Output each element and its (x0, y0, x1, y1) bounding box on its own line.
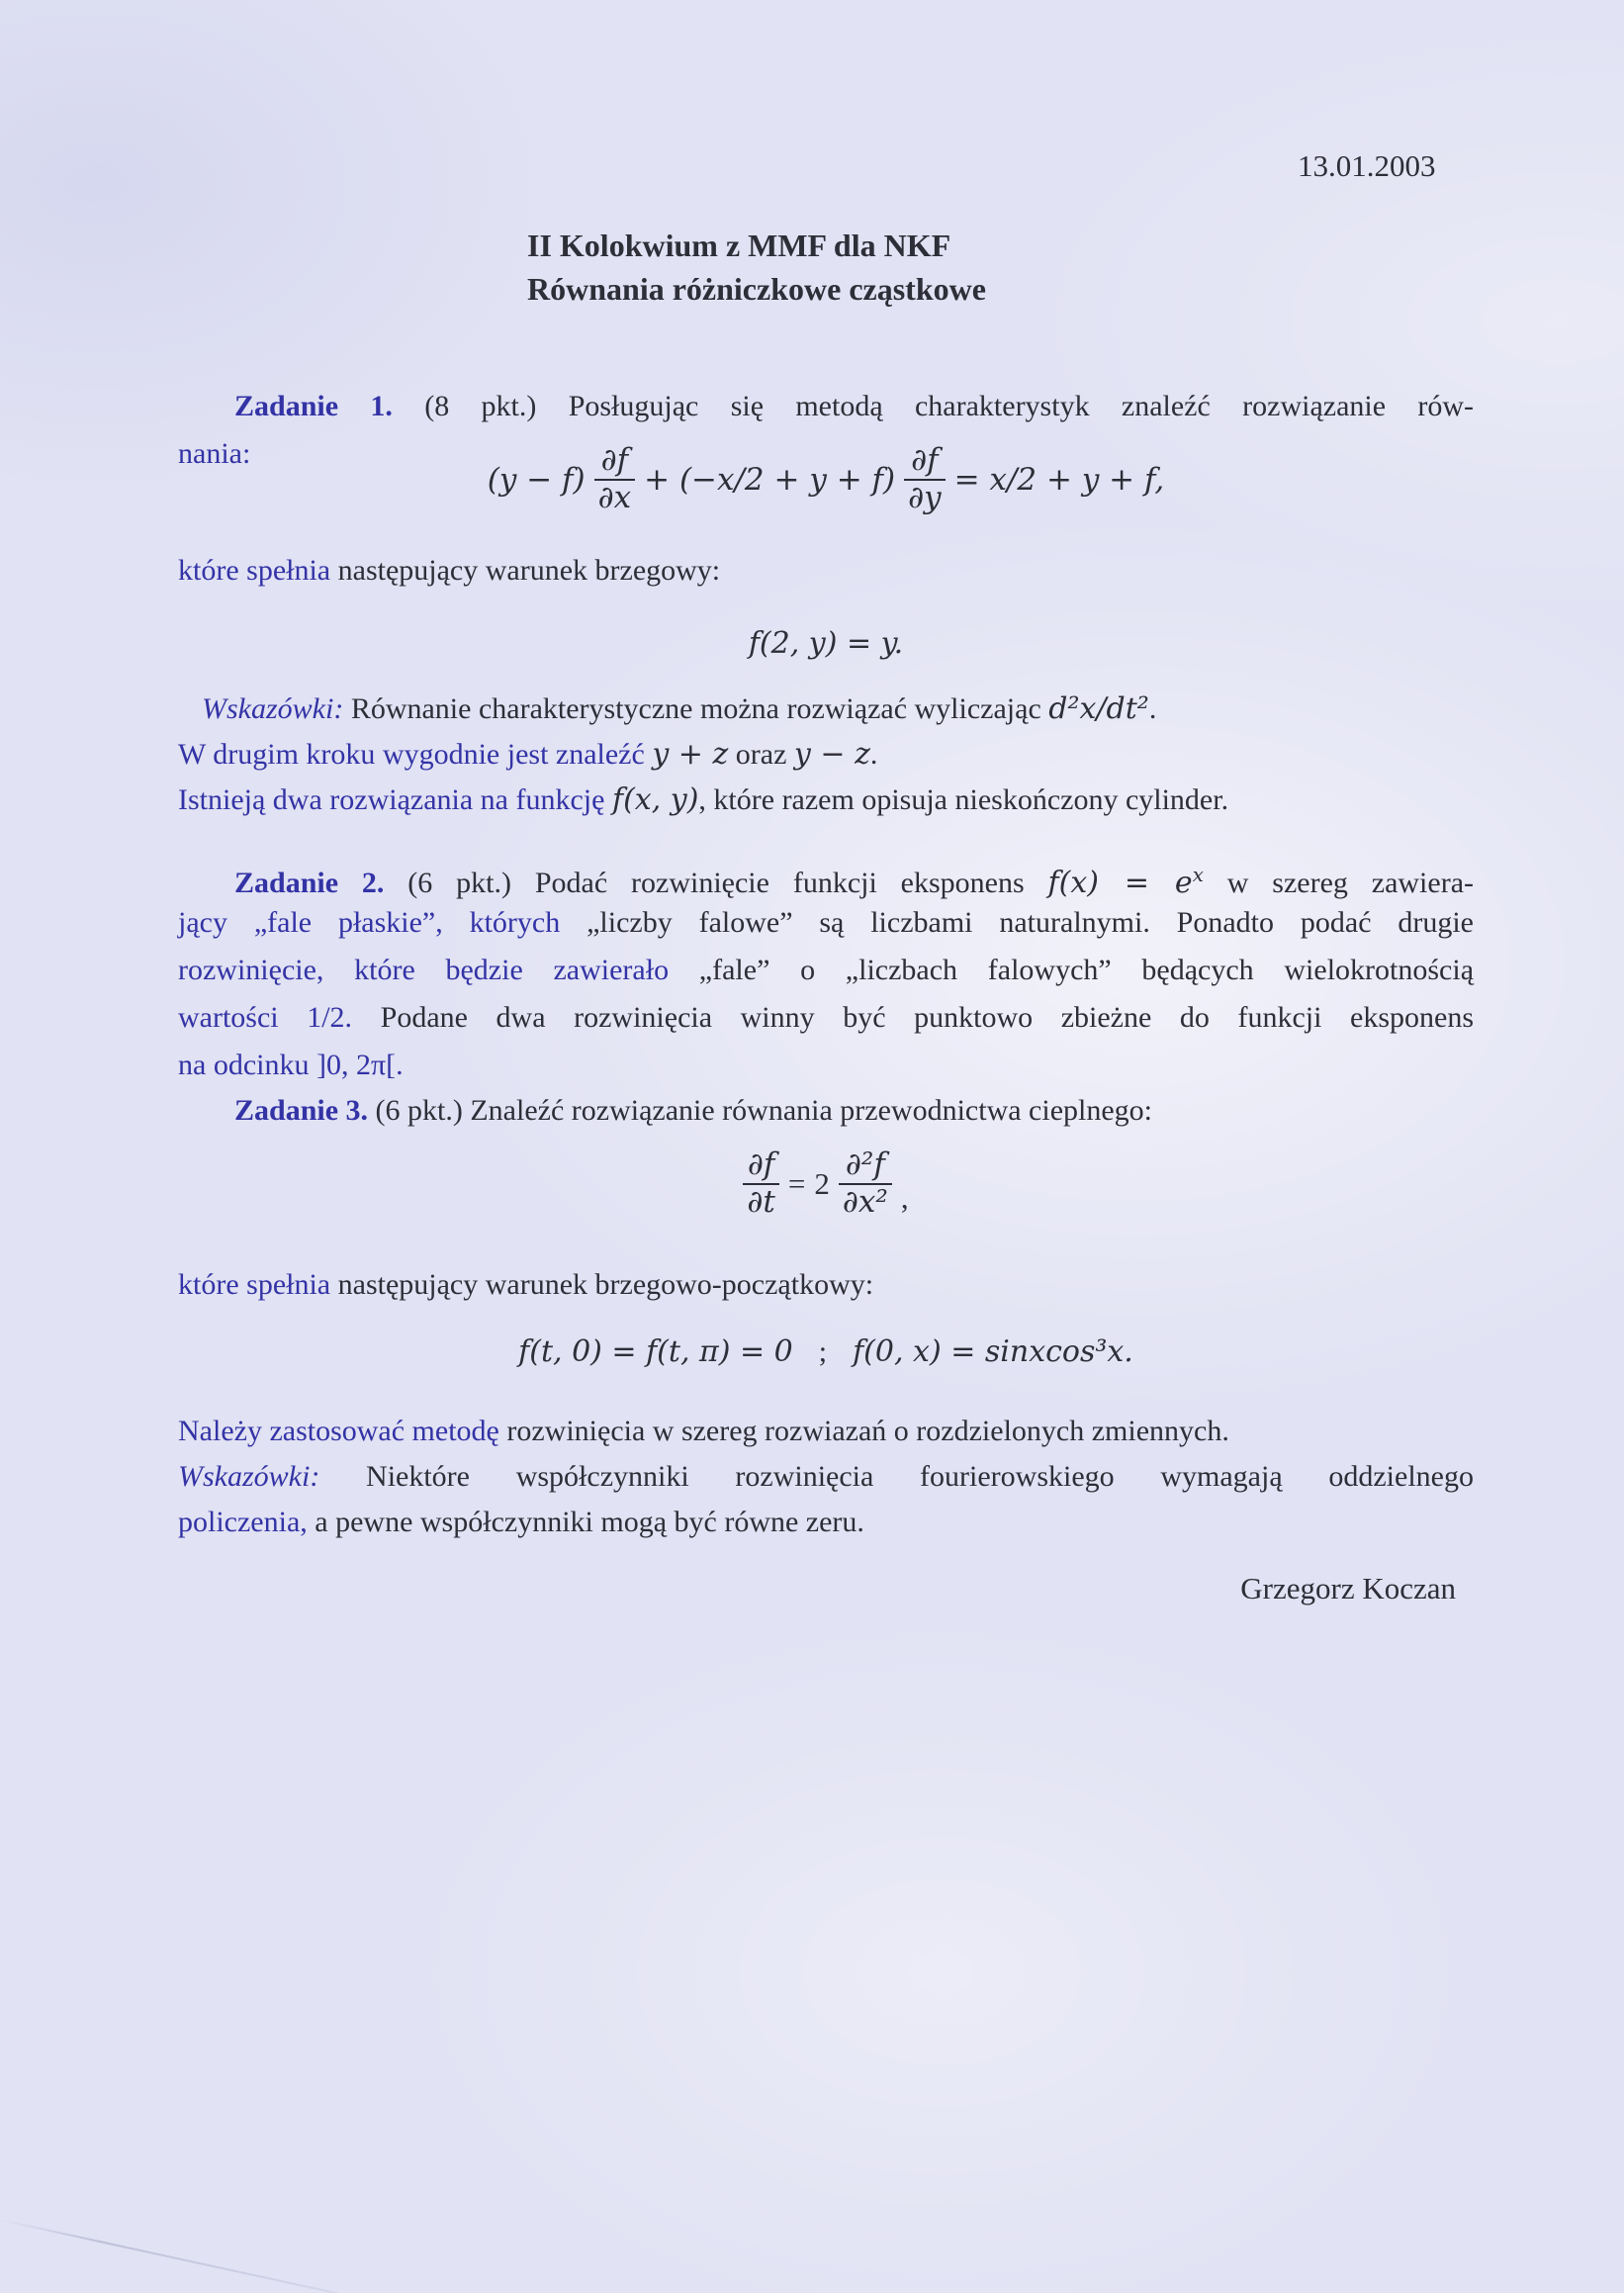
task3-note-lead: Należy zastosować metodę (178, 1415, 499, 1447)
task1-boundary-condition (178, 621, 1474, 667)
task1-hint1-math: d²x/dt² (1048, 691, 1149, 726)
task2-line3 (178, 948, 1474, 993)
task1-hint3-math: f(x, y) (611, 782, 699, 817)
task3-label: Zadanie 3. (234, 1094, 369, 1127)
task3-note-rest: rozwinięcia w szereg rozwiazań o rozdzielonych zmiennych. (506, 1415, 1229, 1447)
task1-condition-lead: które spełnia (178, 554, 331, 587)
title-line-2: Równania różniczkowe cząstkowe (527, 271, 986, 307)
eq3-frac2-denominator: ∂x² (839, 1183, 892, 1221)
eq1-frac1-numerator: ∂f (600, 442, 629, 478)
task1-intro-text: (8 pkt.) Posługując się metodą charakterystyk znaleźć rozwiązanie rów- (424, 390, 1475, 422)
task1-hint3-rest: , które razem opisuja nieskończony cylinder. (698, 783, 1229, 816)
task1-hint2-mid: oraz (735, 738, 787, 771)
task1-hint-label: Wskazówki: (202, 692, 344, 725)
task2-line2-rest: „liczby falowe” są liczbami naturalnymi. Ponadto podać drugie (586, 906, 1475, 939)
eq3-frac1-denominator: ∂t (743, 1183, 779, 1221)
task3-condition-lead: które spełnia (178, 1268, 331, 1301)
task1-hint-line2 (178, 732, 1474, 778)
task3-line1 (178, 1088, 1474, 1134)
task3-boundary-condition (178, 1330, 1474, 1375)
task1-hint-line1 (178, 687, 1474, 732)
task2-line1-text: (6 pkt.) Podać rozwinięcie funkcji eksponens (407, 867, 1025, 899)
task3-hint-label: Wskazówki: (178, 1460, 320, 1493)
date-text: 13.01.2003 (1298, 148, 1436, 183)
task1-bc-formula: f(2, y) = y. (748, 626, 904, 661)
task2-line4-rest: Podane dwa rozwinięcia winny być punktowo zbieżne do funkcji eksponens (380, 1001, 1475, 1034)
task1-hint2-period: . (869, 738, 878, 771)
task3-hint-line2 (178, 1500, 1474, 1545)
task1-hint-line3 (178, 778, 1474, 823)
eq1-frac1-denominator: ∂x (594, 479, 636, 516)
eq3-fraction-dfdt (743, 1147, 779, 1220)
task1-hint3-lead: Istnieją dwa rozwiązania na funkcję (178, 783, 605, 816)
task1-hint1-text: Równanie charakterystyczne można rozwiązać wyliczając (350, 692, 1041, 725)
task1-hint1-period: . (1148, 692, 1157, 725)
task1-hint2-lead: W drugim kroku wygodnie jest znaleźć (178, 738, 645, 771)
task3-condition-rest: następujący warunek brzegowo-początkowy: (337, 1268, 874, 1301)
signature: Grzegorz Koczan (1240, 1571, 1456, 1605)
task2-line4-lead: wartości 1/2. (178, 1001, 353, 1034)
task3-hint2-rest: a pewne współczynniki mogą być równe zeru. (315, 1506, 864, 1538)
task2-line1-end: w szereg zawiera- (1226, 867, 1475, 899)
task3-hint-line1 (178, 1454, 1474, 1500)
task3-condition-line (178, 1262, 1474, 1308)
task1-hint2-math2: y − z (793, 737, 870, 772)
eq1-rhs: = x/2 + y + f, (953, 461, 1165, 498)
task1-hint2-math1: y + z (652, 737, 729, 772)
task3-note-line (178, 1409, 1474, 1454)
eq3-fraction-d2fdx2 (839, 1147, 892, 1220)
eq3-frac1-numerator: ∂f (747, 1146, 775, 1182)
task1-label: Zadanie 1. (234, 390, 393, 422)
eq1-fraction-dfdx (594, 443, 636, 515)
task2-exponent-math: f(x) = e (1047, 866, 1193, 900)
eq1-frac2-numerator: ∂f (911, 442, 939, 478)
task1-equation (178, 443, 1474, 515)
task1-condition-line (178, 548, 1474, 594)
eq3-frac2-numerator: ∂²f (845, 1146, 885, 1182)
task2-line5: na odcinku ]0, 2π[. (178, 1049, 404, 1081)
eq3-comma: , (900, 1180, 909, 1216)
task3-hint2-lead: policzenia, (178, 1506, 308, 1538)
eq1-lhs: (y − f) (487, 461, 586, 498)
task2-line3-rest: „fale” o „liczbach falowych” będących wielokrotnością (698, 954, 1475, 986)
task3-hint-rest: Niektóre współczynniki rozwinięcia fourierowskiego wymagają oddzielnego (366, 1460, 1474, 1493)
title-line-1: II Kolokwium z MMF dla NKF (527, 228, 951, 263)
eq3-equals: = (787, 1165, 806, 1201)
task3-bc-part2: f(0, x) = sinxcos³x. (853, 1334, 1133, 1369)
task2-line2-lead: jący „fale płaskie”, których (178, 906, 561, 939)
task1-intro-line2: nania: (178, 437, 251, 470)
document-title (527, 224, 986, 311)
task2-exponent-sup: x (1192, 864, 1204, 886)
task2-label: Zadanie 2. (234, 867, 385, 899)
eq1-middle: + (−x/2 + y + f) (644, 461, 896, 498)
task2-line1 (178, 853, 1474, 906)
task2-line3-lead: rozwinięcie, które będzie zawierało (178, 954, 670, 986)
task3-equation (178, 1147, 1474, 1220)
task3-bc-separator: ; (818, 1335, 828, 1368)
task3-bc-part1: f(t, 0) = f(t, π) = 0 (518, 1334, 793, 1369)
eq3-coefficient: 2 (814, 1165, 830, 1201)
eq1-fraction-dfdy (904, 443, 946, 515)
task1-condition-rest: następujący warunek brzegowy: (337, 554, 721, 587)
task1-intro-line1 (178, 384, 1474, 429)
task3-line1-text: (6 pkt.) Znaleźć rozwiązanie równania przewodnictwa cieplnego: (375, 1094, 1152, 1127)
eq1-frac2-denominator: ∂y (904, 479, 946, 516)
task2-line4 (178, 995, 1474, 1041)
task2-line2 (178, 900, 1474, 946)
